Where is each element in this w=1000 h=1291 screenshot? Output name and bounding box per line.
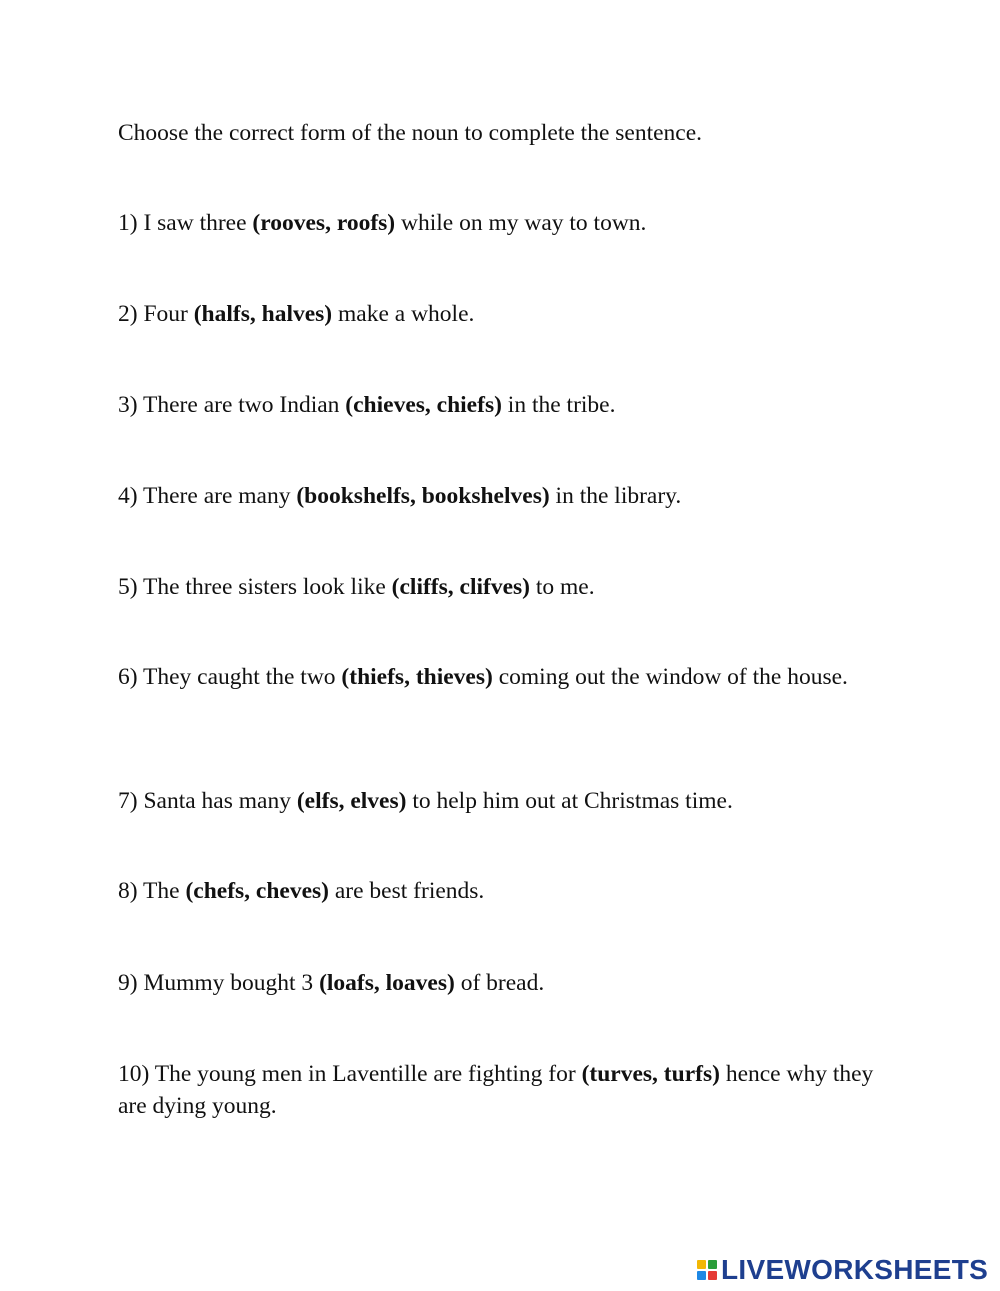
logo-block-1 <box>697 1260 706 1269</box>
liveworksheets-logo <box>697 1254 988 1286</box>
question-4-text: 4) There are many <box>118 483 297 509</box>
question-9-text: 9) Mummy bought 3 <box>118 970 320 996</box>
question-6-text-end: coming out the window of the house. <box>492 664 848 690</box>
question-2-text: 2) Four <box>118 301 194 327</box>
question-8 <box>118 875 878 907</box>
question-1-text-end: while on my way to town. <box>395 210 647 236</box>
question-9 <box>118 967 878 999</box>
question-7-text: 7) Santa has many <box>118 788 297 814</box>
question-4-text-end: in the library. <box>549 483 682 509</box>
question-7 <box>118 785 878 817</box>
question-3-choices[interactable]: (chieves, chiefs) <box>345 392 502 418</box>
question-5-text-end: to me. <box>530 574 595 600</box>
logo-blocks-icon <box>697 1260 717 1280</box>
question-6-text: 6) They caught the two <box>118 664 342 690</box>
question-3 <box>118 389 878 421</box>
logo-text: LIVEWORKSHEETS <box>721 1254 989 1285</box>
question-3-text: 3) There are two Indian <box>118 392 346 418</box>
logo-block-3 <box>697 1271 706 1280</box>
question-2-choices[interactable]: (halfs, halves) <box>193 301 333 327</box>
question-3-text-end: in the tribe. <box>501 392 616 418</box>
question-5-choices[interactable]: (cliffs, clifves) <box>391 574 530 600</box>
question-9-choices[interactable]: (loafs, loaves) <box>319 970 455 996</box>
question-6-choices[interactable]: (thiefs, thieves) <box>341 664 493 690</box>
question-10 <box>118 1058 878 1122</box>
question-9-text-end: of bread. <box>454 970 545 996</box>
question-5 <box>118 571 878 603</box>
logo-block-4 <box>708 1271 717 1280</box>
question-6 <box>118 661 878 693</box>
question-1 <box>118 207 878 239</box>
question-10-text: 10) The young men in Laventille are fighting for <box>118 1061 582 1087</box>
question-8-text: 8) The <box>118 878 186 904</box>
question-5-text: 5) The three sisters look like <box>118 574 392 600</box>
question-10-text-end: hence why they are dying young. <box>118 1061 874 1119</box>
question-7-choices[interactable]: (elfs, elves) <box>296 788 407 814</box>
question-4-choices[interactable]: (bookshelfs, bookshelves) <box>296 483 550 509</box>
question-2-text-end: make a whole. <box>332 301 475 327</box>
question-7-text-end: to help him out at Christmas time. <box>406 788 733 814</box>
question-1-text: 1) I saw three <box>118 210 253 236</box>
question-2 <box>118 298 878 330</box>
question-4 <box>118 480 878 512</box>
logo-block-2 <box>708 1260 717 1269</box>
question-10-choices[interactable]: (turves, turfs) <box>581 1061 720 1087</box>
instruction-text: Choose the correct form of the noun to complete the sentence. <box>118 120 703 146</box>
question-8-text-end: are best friends. <box>329 878 485 904</box>
question-1-choices[interactable]: (rooves, roofs) <box>252 210 396 236</box>
question-8-choices[interactable]: (chefs, cheves) <box>185 878 329 904</box>
